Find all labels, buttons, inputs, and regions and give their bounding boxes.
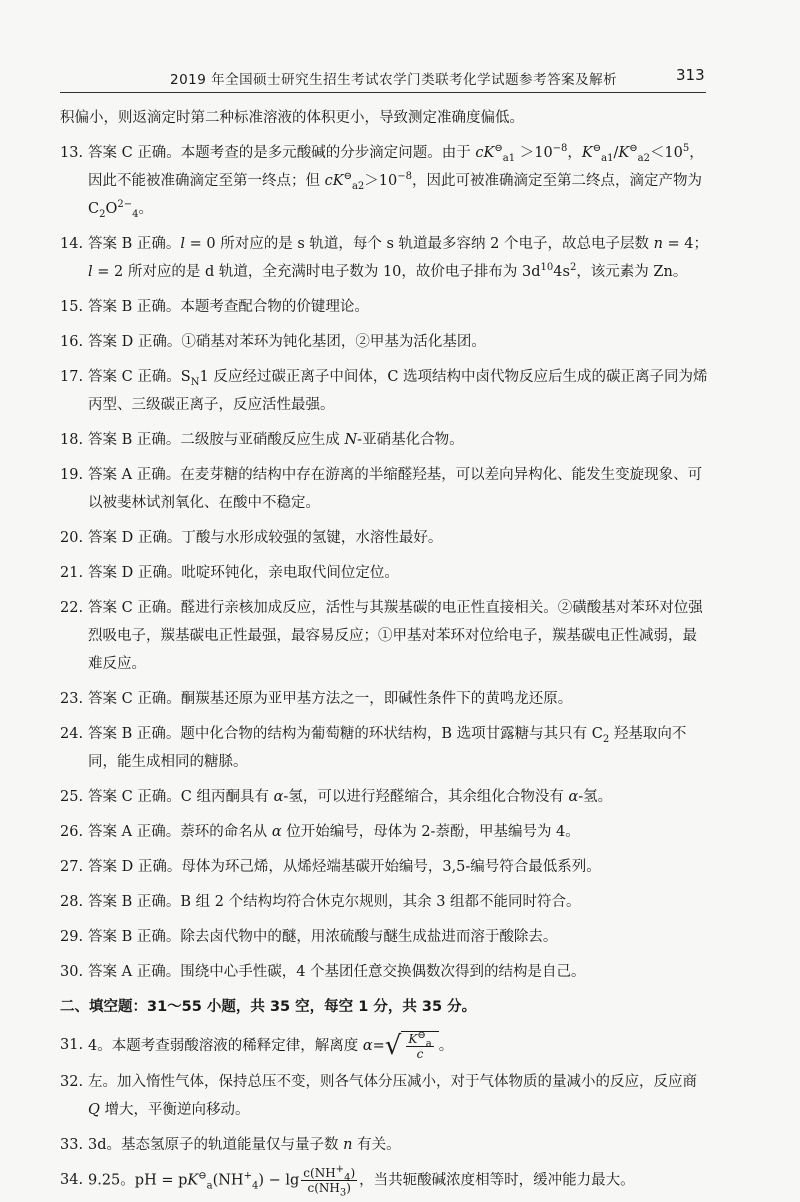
answer-text: 答案 B 正确。l = 0 所对应的是 s 轨道，每个 s 轨道最多容纳 2 个电子，故总电子层数 n = 4；l = 2 所对应的是 d 轨道，全充满时电子数为 10，故价电子排布为 $3d^{10}4s^2$，该元素为 Zn。 bbox=[88, 236, 709, 280]
answer-19 bbox=[60, 461, 710, 517]
henderson-fraction: $\frac{c(NH^+_4)}{c(NH_3)}$ bbox=[303, 1164, 356, 1199]
running-title: 2019 年全国硕士研究生招生考试农学门类联考化学试题参考答案及解析 bbox=[170, 72, 618, 88]
answer-21 bbox=[60, 559, 710, 587]
answer-13 bbox=[60, 139, 710, 223]
question-number: 17. bbox=[60, 369, 84, 385]
answer-text: 答案 A 正确。围绕中心手性碳，4 个基团任意交换偶数次得到的结构是自己。 bbox=[88, 964, 586, 980]
question-number: 27. bbox=[60, 859, 84, 875]
question-number: 33. bbox=[60, 1137, 84, 1153]
answer-text: 答案 B 正确。本题考查配合物的价键理论。 bbox=[88, 299, 369, 315]
answer-33 bbox=[60, 1131, 710, 1159]
question-number: 18. bbox=[60, 432, 84, 448]
answer-text: 答案 B 正确。除去卤代物中的醚，用浓硫酸与醚生成盐进而溶于酸除去。 bbox=[88, 929, 558, 945]
answer-text: 答案 D 正确。①硝基对苯环为钝化基团，②甲基为活化基团。 bbox=[88, 334, 486, 350]
answer-30 bbox=[60, 958, 710, 986]
answer-text: 3d。基态氢原子的轨道能量仅与量子数 n 有关。 bbox=[88, 1137, 401, 1153]
question-number: 20. bbox=[60, 530, 84, 546]
answer-text: 答案 C 正确。醛进行亲核加成反应，活性与其羰基碳的电正性直接相关。②磺酸基对苯环对位强烈吸电子，羰基碳电正性最强，最容易反应；①甲基对苯环对位给电子，羰基碳电正性减弱，最难反应。 bbox=[88, 600, 703, 672]
answer-25 bbox=[60, 783, 710, 811]
question-number: 31. bbox=[60, 1037, 84, 1053]
answer-text: 答案 C 正确。本题考查的是多元酸碱的分步滴定问题。由于 $cK^⊖_{a1} >10^{-8}$，$K^⊖_{a1}/K^⊖_{a2}<10^5$，因此不能被准确滴定至第一终点；但 $cK^⊖_{a2}>10^{-8}$，因此可被准确滴定至第二终点，滴定产物为 $C_2O^{2-}_4$。 bbox=[88, 143, 704, 220]
answer-text: 答案 A 正确。在麦芽糖的结构中存在游离的半缩醛羟基，可以差向异构化、能发生变旋现象、可以被斐林试剂氧化、在酸中不稳定。 bbox=[88, 467, 703, 511]
question-number: 24. bbox=[60, 726, 84, 742]
sqrt-formula: √ $\frac{K^⊖_a}{c}$ bbox=[385, 1031, 439, 1061]
question-number: 34. bbox=[60, 1172, 84, 1188]
answer-32 bbox=[60, 1068, 710, 1124]
question-number: 14. bbox=[60, 236, 84, 252]
answer-text: 4。本题考查弱酸溶液的稀释定律，解离度 α= √ $\frac{K^⊖_a}{c}$ 。 bbox=[88, 1030, 454, 1061]
question-number: 28. bbox=[60, 894, 84, 910]
question-number: 13. bbox=[60, 145, 84, 161]
answer-24 bbox=[60, 720, 710, 776]
answer-text: 答案 C 正确。酮羰基还原为亚甲基方法之一，即碱性条件下的黄鸣龙还原。 bbox=[88, 691, 573, 707]
answer-text: 左。加入惰性气体，保持总压不变，则各气体分压减小，对于气体物质的量减小的反应，反应商 Q 增大，平衡逆向移动。 bbox=[88, 1074, 697, 1118]
section-heading: 二、填空题：31～55 小题，共 35 空，每空 1 分，共 35 分。 bbox=[60, 999, 477, 1015]
answer-22 bbox=[60, 594, 710, 678]
answer-34 bbox=[60, 1164, 710, 1199]
answer-26 bbox=[60, 818, 710, 846]
question-number: 26. bbox=[60, 824, 84, 840]
answer-text: 答案 A 正确。萘环的命名从 α 位开始编号，母体为 2-萘酚，甲基编号为 4。 bbox=[88, 824, 580, 840]
answer-14 bbox=[60, 230, 710, 286]
answer-text: 答案 C 正确。C 组丙酮具有 α-氢，可以进行羟醛缩合，其余组化合物没有 α-氢。 bbox=[88, 789, 613, 805]
answer-text: 答案 D 正确。母体为环己烯，从烯烃端基碳开始编号，3,5-编号符合最低系列。 bbox=[88, 859, 601, 875]
question-number: 21. bbox=[60, 565, 84, 581]
answer-15 bbox=[60, 293, 710, 321]
answer-23 bbox=[60, 685, 710, 713]
question-number: 23. bbox=[60, 691, 84, 707]
continuation-text: 积偏小，则返滴定时第二种标准溶液的体积更小，导致测定准确度偏低。 bbox=[60, 110, 524, 126]
answer-text: 答案 C 正确。$S_N1$ 反应经过碳正离子中间体，C 选项结构中卤代物反应后生成的碳正离子同为烯丙型、三级碳正离子，反应活性最强。 bbox=[88, 369, 708, 413]
question-number: 15. bbox=[60, 299, 84, 315]
answer-28 bbox=[60, 888, 710, 916]
answer-text: 答案 B 正确。B 组 2 个结构均符合休克尔规则，其余 3 组都不能同时符合。 bbox=[88, 894, 581, 910]
answer-18 bbox=[60, 426, 710, 454]
answer-text: 答案 B 正确。二级胺与亚硝酸反应生成 N-亚硝基化合物。 bbox=[88, 432, 464, 448]
header-rule bbox=[60, 92, 706, 93]
answer-text: 答案 D 正确。丁酸与水形成较强的氢键，水溶性最好。 bbox=[88, 530, 443, 546]
answer-27 bbox=[60, 853, 710, 881]
answer-text: 答案 D 正确。吡啶环钝化，亲电取代间位定位。 bbox=[88, 565, 399, 581]
question-number: 32. bbox=[60, 1074, 84, 1090]
answer-31 bbox=[60, 1031, 710, 1061]
question-number: 22. bbox=[60, 600, 84, 616]
answer-29 bbox=[60, 923, 710, 951]
question-number: 29. bbox=[60, 929, 84, 945]
page-header bbox=[0, 0, 800, 96]
answer-text: 9.25。pH = $pK^⊖_a(NH^+_4) - \lg$ $\frac{c(NH^+_4)}{c(NH_3)}$ ，当共轭酸碱浓度相等时，缓冲能力最大。 bbox=[88, 1164, 635, 1199]
question-number: 16. bbox=[60, 334, 84, 350]
answer-16 bbox=[60, 328, 710, 356]
question-number: 30. bbox=[60, 964, 84, 980]
answer-text: 答案 B 正确。题中化合物的结构为葡萄糖的环状结构，B 选项甘露糖与其只有 $C_2$ 羟基取向不同，能生成相同的糖脎。 bbox=[88, 726, 687, 770]
question-number: 25. bbox=[60, 789, 84, 805]
question-number: 19. bbox=[60, 467, 84, 483]
answer-body bbox=[60, 104, 710, 1202]
answer-17 bbox=[60, 363, 710, 419]
page-number: 313 bbox=[676, 66, 705, 84]
answer-20 bbox=[60, 524, 710, 552]
